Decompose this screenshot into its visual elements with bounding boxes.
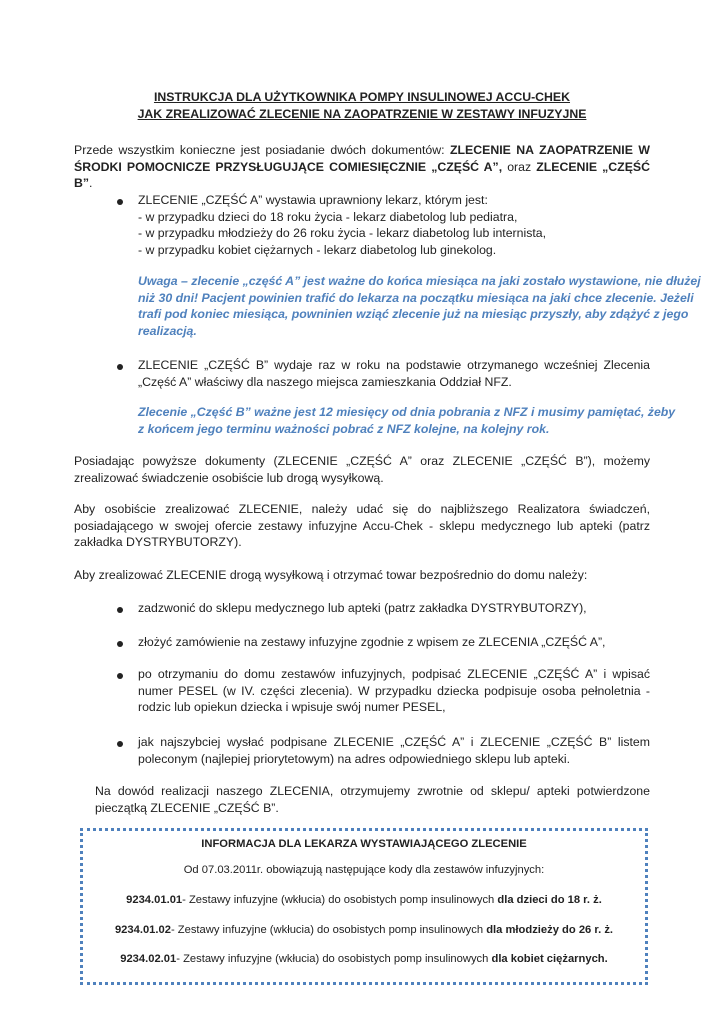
bullet-icon — [117, 641, 123, 647]
bullet-icon — [117, 364, 123, 370]
paragraph-mail: Aby zrealizować ZLECENIE drogą wysyłkową i otrzymać towar bezpośrednio do domu należy: — [74, 568, 588, 582]
note-zlecenie-b — [138, 404, 676, 437]
info-box-heading-text: INFORMACJA DLA LEKARZA WYSTAWIAJĄCEGO ZLECENIE — [201, 838, 527, 850]
code-target: dla dzieci do 18 r. ż. — [497, 894, 602, 906]
step-item: zadzwonić do sklepu medycznego lub apteki (patrz zakładka DYSTRYBUTORZY), — [138, 601, 587, 615]
note-a-line: niż 30 dni! Pacjent powinien trafić do lekarza na początku miesiąca na jaki chce zlecenie. Jeżeli — [138, 290, 694, 305]
bullet-a-line: - w przypadku kobiet ciężarnych - lekarz diabetolog lub ginekolog. — [138, 242, 497, 257]
info-box-code-row — [83, 893, 645, 907]
bullet-zlecenie-b: ZLECENIE „CZĘŚĆ B” wydaje raz w roku na podstawie otrzymanego wcześniej Zlecenia „Część A” właściwy dla naszego miejsca zamieszkania Oddział NFZ. — [138, 358, 650, 389]
bullet-a-line: - w przypadku młodzieży do 26 roku życia - lekarz diabetolog lub internista, — [138, 226, 547, 240]
code-number: 9234.01.02 — [114, 924, 171, 936]
code-target: dla młodzieży do 26 r. ż. — [486, 924, 614, 936]
info-box-heading — [83, 837, 645, 851]
paragraph-possess: Posiadając powyższe dokumenty (ZLECENIE „CZĘŚĆ A” oraz ZLECENIE „CZĘŚĆ B”), możemy zrealizować świadczenie osobiście lub drogą wysyłkową. — [74, 454, 650, 485]
document-subtitle: JAK ZREALIZOWAĆ ZLECENIE NA ZAOPATRZENIE W ZESTAWY INFUZYJNE — [137, 107, 587, 121]
step-item: po otrzymaniu do domu zestawów infuzyjnych, podpisać ZLECENIE „CZĘŚĆ A” i wpisać numer PESEL (w IV. części zlecenia). W przypadku dziecka podpisuje osoba pełnoletnia - rodzic lub opiekun dziecka i wpisuje swój numer PESEL, — [138, 667, 650, 714]
paragraph-proof: Na dowód realizacji naszego ZLECENIA, otrzymujemy zwrotnie od sklepu/ apteki potwierdzone pieczątką ZLECENIE „CZĘŚĆ B”. — [95, 784, 650, 815]
intro-paragraph — [74, 142, 650, 192]
intro-bold-zlecenie-b: ZLECENIE „CZĘŚĆ B” — [74, 159, 650, 190]
bullet-a-line: ZLECENIE „CZĘŚĆ A” wystawia uprawniony lekarz, którym jest: — [138, 193, 488, 207]
code-target: dla kobiet ciężarnych. — [491, 953, 608, 965]
bullet-icon — [117, 607, 123, 613]
bullet-icon — [117, 199, 123, 205]
bullet-icon — [117, 741, 123, 747]
bullet-a-line: - w przypadku dzieci do 18 roku życia - lekarz diabetolog lub pediatra, — [138, 209, 518, 224]
step-item: złożyć zamówienie na zestawy infuzyjne zgodnie z wpisem ze ZLECENIA „CZĘŚĆ A”, — [138, 635, 606, 649]
code-description: - Zestawy infuzyjne (wkłucia) do osobistych pomp insulinowych — [182, 894, 498, 906]
info-box-code-row — [83, 952, 645, 966]
intro-period: . — [89, 176, 93, 190]
note-a-line: trafi pod koniec miesiąca, powninien wziąć zlecenie już na miesiąc przyszły, aby zdążyć z jego — [138, 307, 689, 321]
code-description: - Zestawy infuzyjne (wkłucia) do osobistych pomp insulinowych — [176, 953, 492, 965]
paragraph-personal: Aby osobiście zrealizować ZLECENIE, należy udać się do najbliższego Realizatora świadczeń, posiadającego w swojej ofercie zestawy infuzyjne Accu-Chek - sklepu medycznego lub apteki (patrz zakładka DYSTRYBUTORZY). — [74, 502, 650, 549]
doctor-info-box — [80, 828, 648, 985]
intro-text: Przede wszystkim konieczne jest posiadanie dwóch dokumentów: — [74, 143, 451, 157]
note-a-line: Uwaga – zlecenie „część A” jest ważne do końca miesiąca na jaki zostało wystawione, nie dłużej — [138, 274, 701, 288]
note-b-line: Zlecenie „Część B” ważne jest 12 miesięcy od dnia pobrania z NFZ i musimy pamiętać, żeby — [138, 405, 676, 419]
intro-text-oraz: oraz — [502, 159, 537, 174]
code-description: - Zestawy infuzyjne (wkłucia) do osobistych pomp insulinowych — [170, 924, 487, 936]
info-box-intro: Od 07.03.2011r. obowiązują następujące kody dla zestawów infuzyjnych: — [183, 864, 545, 876]
bullet-zlecenie-a — [138, 192, 650, 258]
intro-bold-zlecenie-a: ZLECENIE NA ZAOPATRZENIE W ŚRODKI POMOCNICZE PRZYSŁUGUJĄCE COMIESIĘCZNIE „CZĘŚĆ A”, — [74, 143, 650, 174]
code-number: 9234.01.01 — [126, 894, 183, 906]
step-item: jak najszybciej wysłać podpisane ZLECENIE „CZĘŚĆ A” i ZLECENIE „CZĘŚĆ B” listem poleconym (najlepiej priorytetowym) na adres odpowiedniego sklepu lub apteki. — [138, 735, 650, 766]
bullet-icon — [117, 673, 123, 679]
info-box-code-row — [83, 923, 645, 937]
note-zlecenie-a — [138, 273, 701, 339]
note-b-line: z końcem jego terminu ważności pobrać z NFZ kolejne, na kolejny rok. — [138, 421, 550, 436]
document-title: INSTRUKCJA DLA UŻYTKOWNIKA POMPY INSULINOWEJ ACCU-CHEK — [153, 90, 571, 104]
note-a-line: realizacją. — [138, 323, 197, 338]
code-number: 9234.02.01 — [120, 953, 177, 965]
